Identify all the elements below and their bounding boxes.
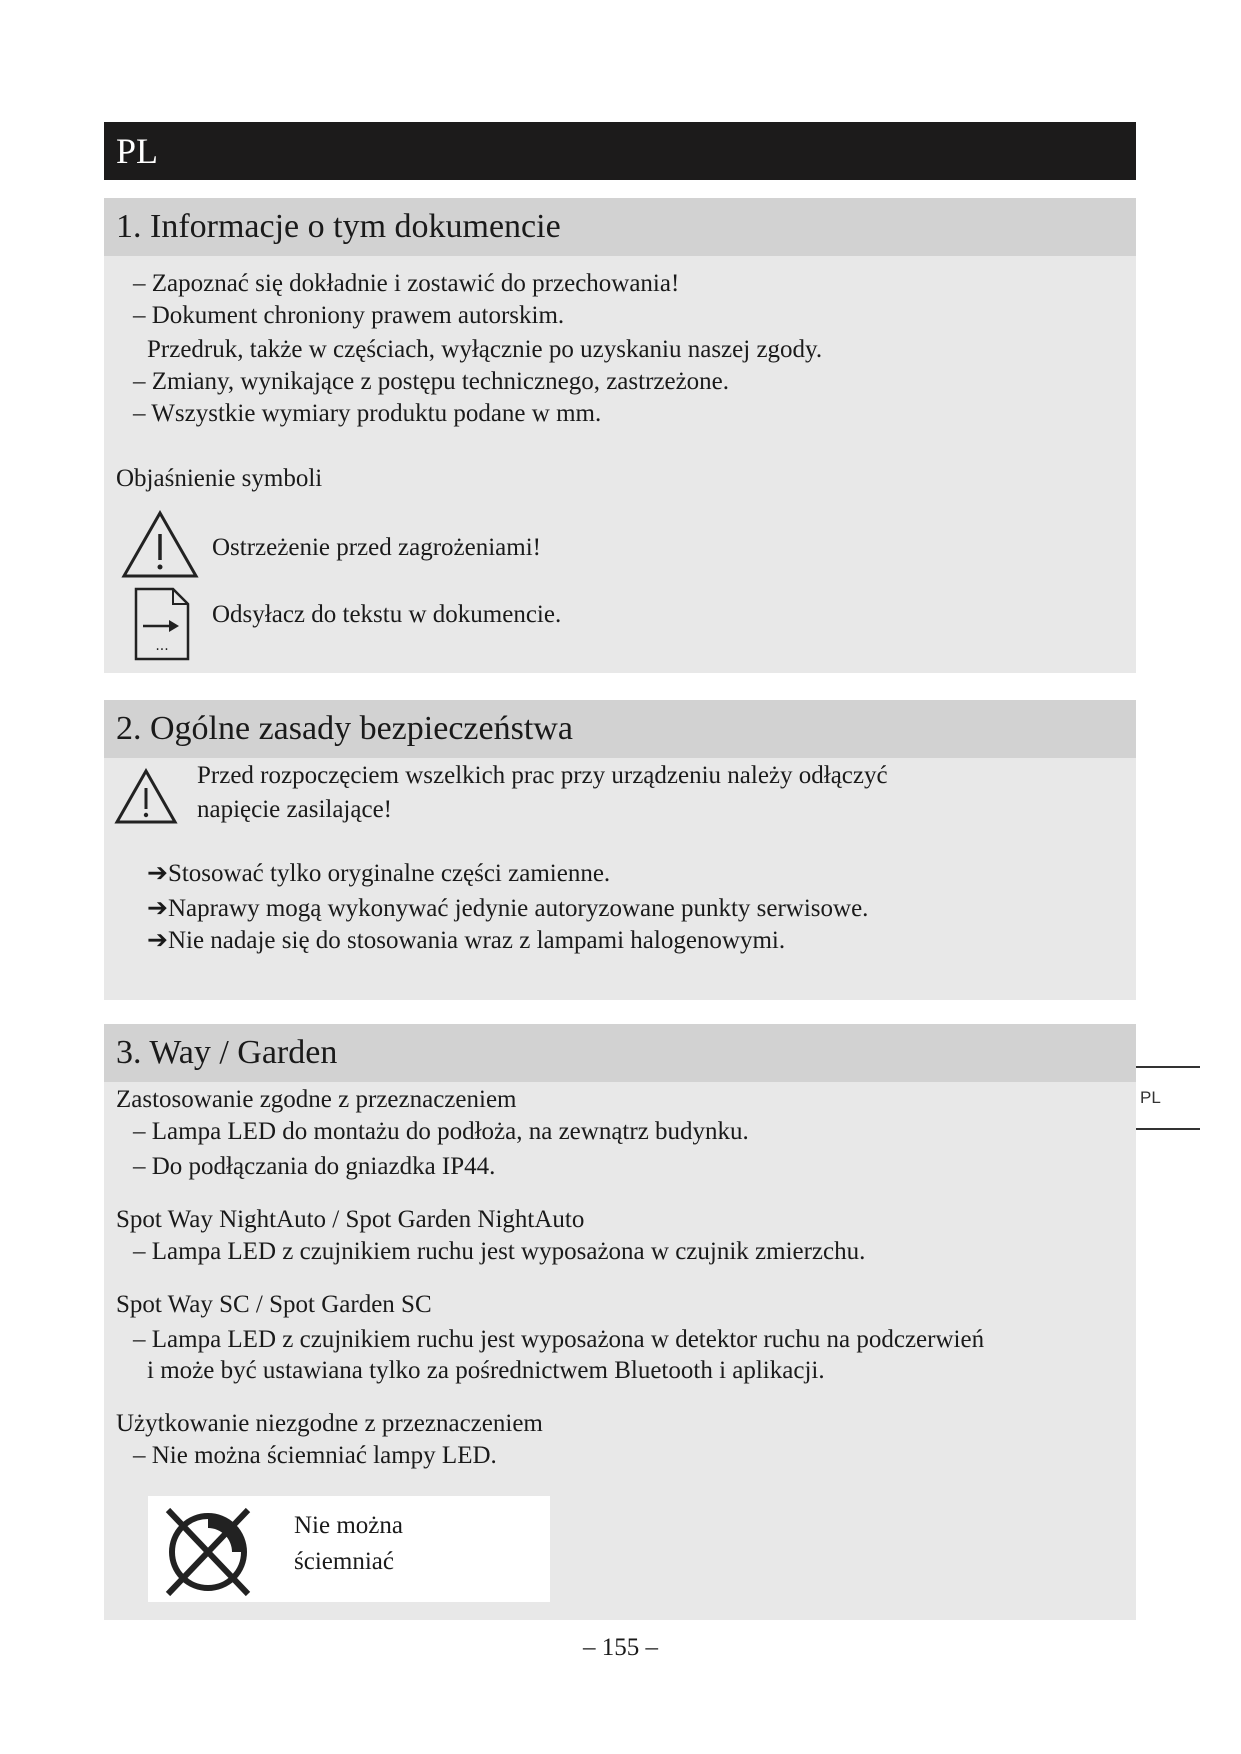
misuse-heading: Użytkowanie niezgodne z przeznaczeniem [116, 1410, 543, 1437]
info-line-2: – Dokument chroniony prawem autorskim. [133, 302, 565, 329]
warning-triangle-icon [121, 510, 199, 580]
language-header-bar: PL [104, 122, 1136, 180]
intended-use-item-2: – Do podłączania do gniazdka IP44. [133, 1153, 496, 1180]
nightauto-heading: Spot Way NightAuto / Spot Garden NightAuto [116, 1206, 585, 1233]
reference-icon-dots: ... [155, 638, 169, 654]
symbols-heading: Objaśnienie symboli [116, 465, 323, 492]
section-way-garden [104, 1024, 1136, 1620]
section-document-info [104, 198, 1136, 673]
page-number: – 155 – [583, 1634, 658, 1661]
no-dimming-label-2: ściemniać [294, 1548, 394, 1575]
no-dimming-label-1: Nie można [294, 1512, 403, 1539]
sc-line-2: i może być ustawiana tylko za pośrednictwem Bluetooth i aplikacji. [147, 1357, 825, 1384]
no-dimming-notice [148, 1496, 550, 1602]
intended-use-heading: Zastosowanie zgodne z przeznaczeniem [116, 1086, 517, 1113]
sc-heading: Spot Way SC / Spot Garden SC [116, 1291, 432, 1318]
info-line-4: – Zmiany, wynikające z postępu technicznego, zastrzeżone. [133, 368, 730, 395]
safety-bullet-3: ➔Nie nadaje się do stosowania wraz z lampami halogenowymi. [147, 927, 786, 954]
section-safety [104, 700, 1136, 1000]
symbol-reference-text: Odsyłacz do tekstu w dokumencie. [212, 601, 562, 628]
info-line-1: – Zapoznać się dokładnie i zostawić do przechowania! [133, 270, 680, 297]
info-line-5: – Wszystkie wymiary produktu podane w mm. [133, 400, 602, 427]
sc-line-1: – Lampa LED z czujnikiem ruchu jest wyposażona w detektor ruchu na podczerwień [133, 1326, 985, 1353]
misuse-text: – Nie można ściemniać lampy LED. [133, 1442, 497, 1469]
safety-warning-line-1: Przed rozpoczęciem wszelkich prac przy urządzeniu należy odłączyć [197, 762, 888, 789]
safety-warning-line-2: napięcie zasilające! [197, 796, 392, 823]
no-dimming-icon [160, 1502, 256, 1598]
side-language-tab: PL [1136, 1066, 1200, 1130]
intended-use-item-1: – Lampa LED do montażu do podłoża, na zewnątrz budynku. [133, 1118, 749, 1145]
nightauto-text: – Lampa LED z czujnikiem ruchu jest wyposażona w czujnik zmierzchu. [133, 1238, 866, 1265]
section-3-title: 3. Way / Garden [104, 1024, 1136, 1082]
symbol-warning-text: Ostrzeżenie przed zagrożeniami! [212, 534, 541, 561]
warning-triangle-icon [114, 768, 178, 826]
safety-bullet-2: ➔Naprawy mogą wykonywać jedynie autoryzowane punkty serwisowe. [147, 895, 869, 922]
section-1-title: 1. Informacje o tym dokumencie [104, 198, 1136, 256]
info-line-3: Przedruk, także w częściach, wyłącznie po uzyskaniu naszej zgody. [147, 336, 823, 363]
section-2-title: 2. Ogólne zasady bezpieczeństwa [104, 700, 1136, 758]
document-reference-icon [133, 586, 191, 662]
safety-bullet-1: ➔Stosować tylko oryginalne części zamienne. [147, 860, 611, 887]
